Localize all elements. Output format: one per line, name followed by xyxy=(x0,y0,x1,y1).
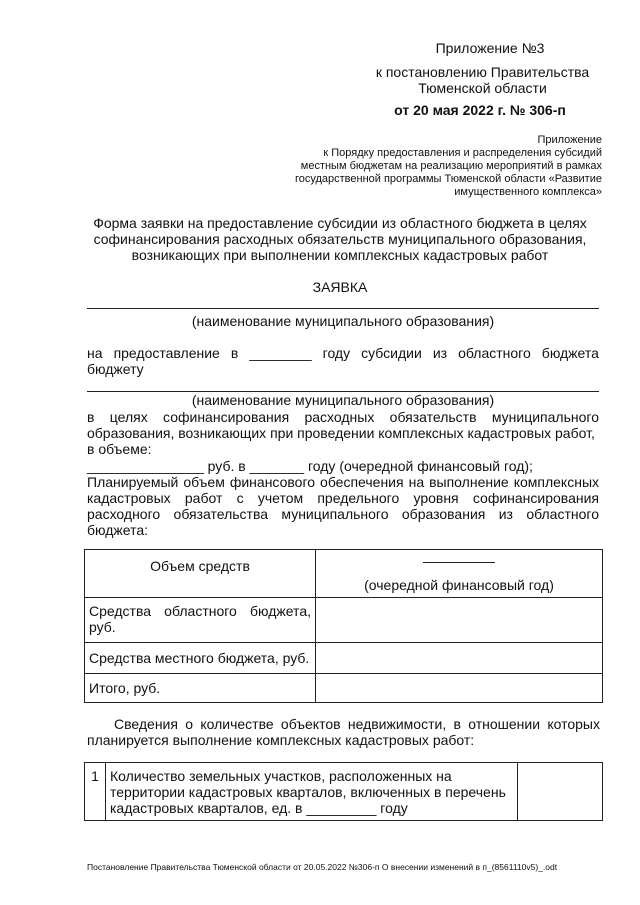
row-label-cell xyxy=(85,643,316,674)
amount-line[interactable]: _______________ руб. в _______ году (очередной финансовый год); xyxy=(87,458,533,474)
table-row xyxy=(85,763,603,821)
info-line-2: планируется выполнение комплексных кадастровых работ: xyxy=(87,732,475,748)
para1-word: году xyxy=(322,345,351,361)
para3-line-3: расходного обязательства муниципального образования из областного xyxy=(87,506,599,522)
resolution-date: от 20 мая 2022 г. № 306-п xyxy=(394,102,566,118)
para1-word: предоставление xyxy=(113,345,220,361)
para2-word: софинансирования xyxy=(163,409,290,425)
resolution-line-1: к постановлению Правительства xyxy=(375,64,590,80)
para2-line-2: образования, возникающих при проведении комплексных кадастровых работ, xyxy=(87,425,595,441)
funds-table xyxy=(84,549,603,703)
form-title-line-1: Форма заявки на предоставление субсидии из областного бюджета в целях xyxy=(93,215,587,231)
resolution-line-2: Тюменской области xyxy=(418,80,547,96)
table-row xyxy=(85,674,603,703)
value-cell[interactable] xyxy=(316,643,603,674)
row-number: 1 xyxy=(91,768,99,784)
info-line-1: Сведения о количестве объектов недвижимости, в отношении которых xyxy=(114,716,600,732)
table-row xyxy=(85,598,603,643)
para1-word: бюджета xyxy=(541,345,599,361)
para2-line-1 xyxy=(87,409,599,425)
para1-word: субсидии xyxy=(361,345,422,361)
para1-line-2: бюджету xyxy=(87,361,144,377)
row-description: территории кадастровых кварталов, включенных в перечень xyxy=(110,784,506,800)
para1-word: из xyxy=(432,345,448,361)
application-title: ЗАЯВКА xyxy=(312,279,368,295)
para2-word: обязательств xyxy=(389,409,477,425)
year-underline[interactable] xyxy=(423,562,495,563)
para2-word: целях xyxy=(109,409,148,425)
para1-word: в xyxy=(230,345,239,361)
header-volume: Объем средств xyxy=(150,558,250,574)
row-description: кадастровых кварталов, ед. в _________ году xyxy=(110,800,408,816)
row-label-cell xyxy=(85,598,316,643)
row-label: Средства местного бюджета, руб. xyxy=(89,650,310,666)
municipality-underline[interactable] xyxy=(87,308,599,309)
subheader-line-5: имущественного комплекса» xyxy=(454,186,602,198)
header-volume-cell xyxy=(85,550,316,598)
funds-table-header-row xyxy=(85,550,603,598)
para1-word: на xyxy=(87,345,103,361)
para1-line-1 xyxy=(87,345,599,361)
document-footer: Постановление Правительства Тюменской области от 20.05.2022 №306-п О внесении изменений в п_(8561110v5)_.odt xyxy=(87,862,558,872)
table-row xyxy=(85,643,603,674)
para2-line-3: в объеме: xyxy=(87,441,152,457)
value-cell[interactable] xyxy=(316,674,603,703)
para2-word: расходных xyxy=(304,409,375,425)
subheader-line-2: к Порядку предоставления и распределения субсидий xyxy=(323,147,602,159)
row-label: руб. xyxy=(89,619,116,635)
subheader-line-4: государственной программы Тюменской области «Развитие xyxy=(294,173,602,185)
header-year-cell xyxy=(316,550,603,598)
form-title-line-2: софинансирования расходных обязательств муниципального образования, xyxy=(93,231,587,247)
objects-table xyxy=(84,762,603,821)
row-description: Количество земельных участков, расположенных на xyxy=(110,768,452,784)
header-next-year: (очередной финансовый год) xyxy=(364,577,554,593)
subheader-line-1: Приложение xyxy=(537,134,602,146)
para3-line-2: кадастровых работ с учетом предельного уровня софинансирования xyxy=(87,490,599,506)
municipality-caption-2: (наименование муниципального образования) xyxy=(191,392,495,408)
para3-line-4: бюджета: xyxy=(87,522,148,538)
value-cell[interactable] xyxy=(316,598,603,643)
para2-word: в xyxy=(87,409,95,425)
form-title-line-3: возникающих при выполнении комплексных кадастровых работ xyxy=(131,247,549,263)
row-number-cell xyxy=(85,763,106,821)
para3-line-1: Планируемый объем финансового обеспечения на выполнение комплексных xyxy=(87,474,599,490)
appendix-number: Приложение №3 xyxy=(435,40,545,56)
subheader-line-3: местным бюджетам на реализацию мероприятий в рамках xyxy=(300,160,602,172)
para1-word: областного xyxy=(458,345,531,361)
year-blank[interactable]: ________ xyxy=(249,345,312,361)
row-label-cell xyxy=(85,674,316,703)
row-label: Средства областного бюджета, xyxy=(89,603,311,619)
value-cell[interactable] xyxy=(518,763,603,821)
para2-word: муниципального xyxy=(491,409,599,425)
row-description-cell xyxy=(106,763,518,821)
row-label: Итого, руб. xyxy=(89,680,161,696)
municipality-caption: (наименование муниципального образования) xyxy=(191,313,495,329)
